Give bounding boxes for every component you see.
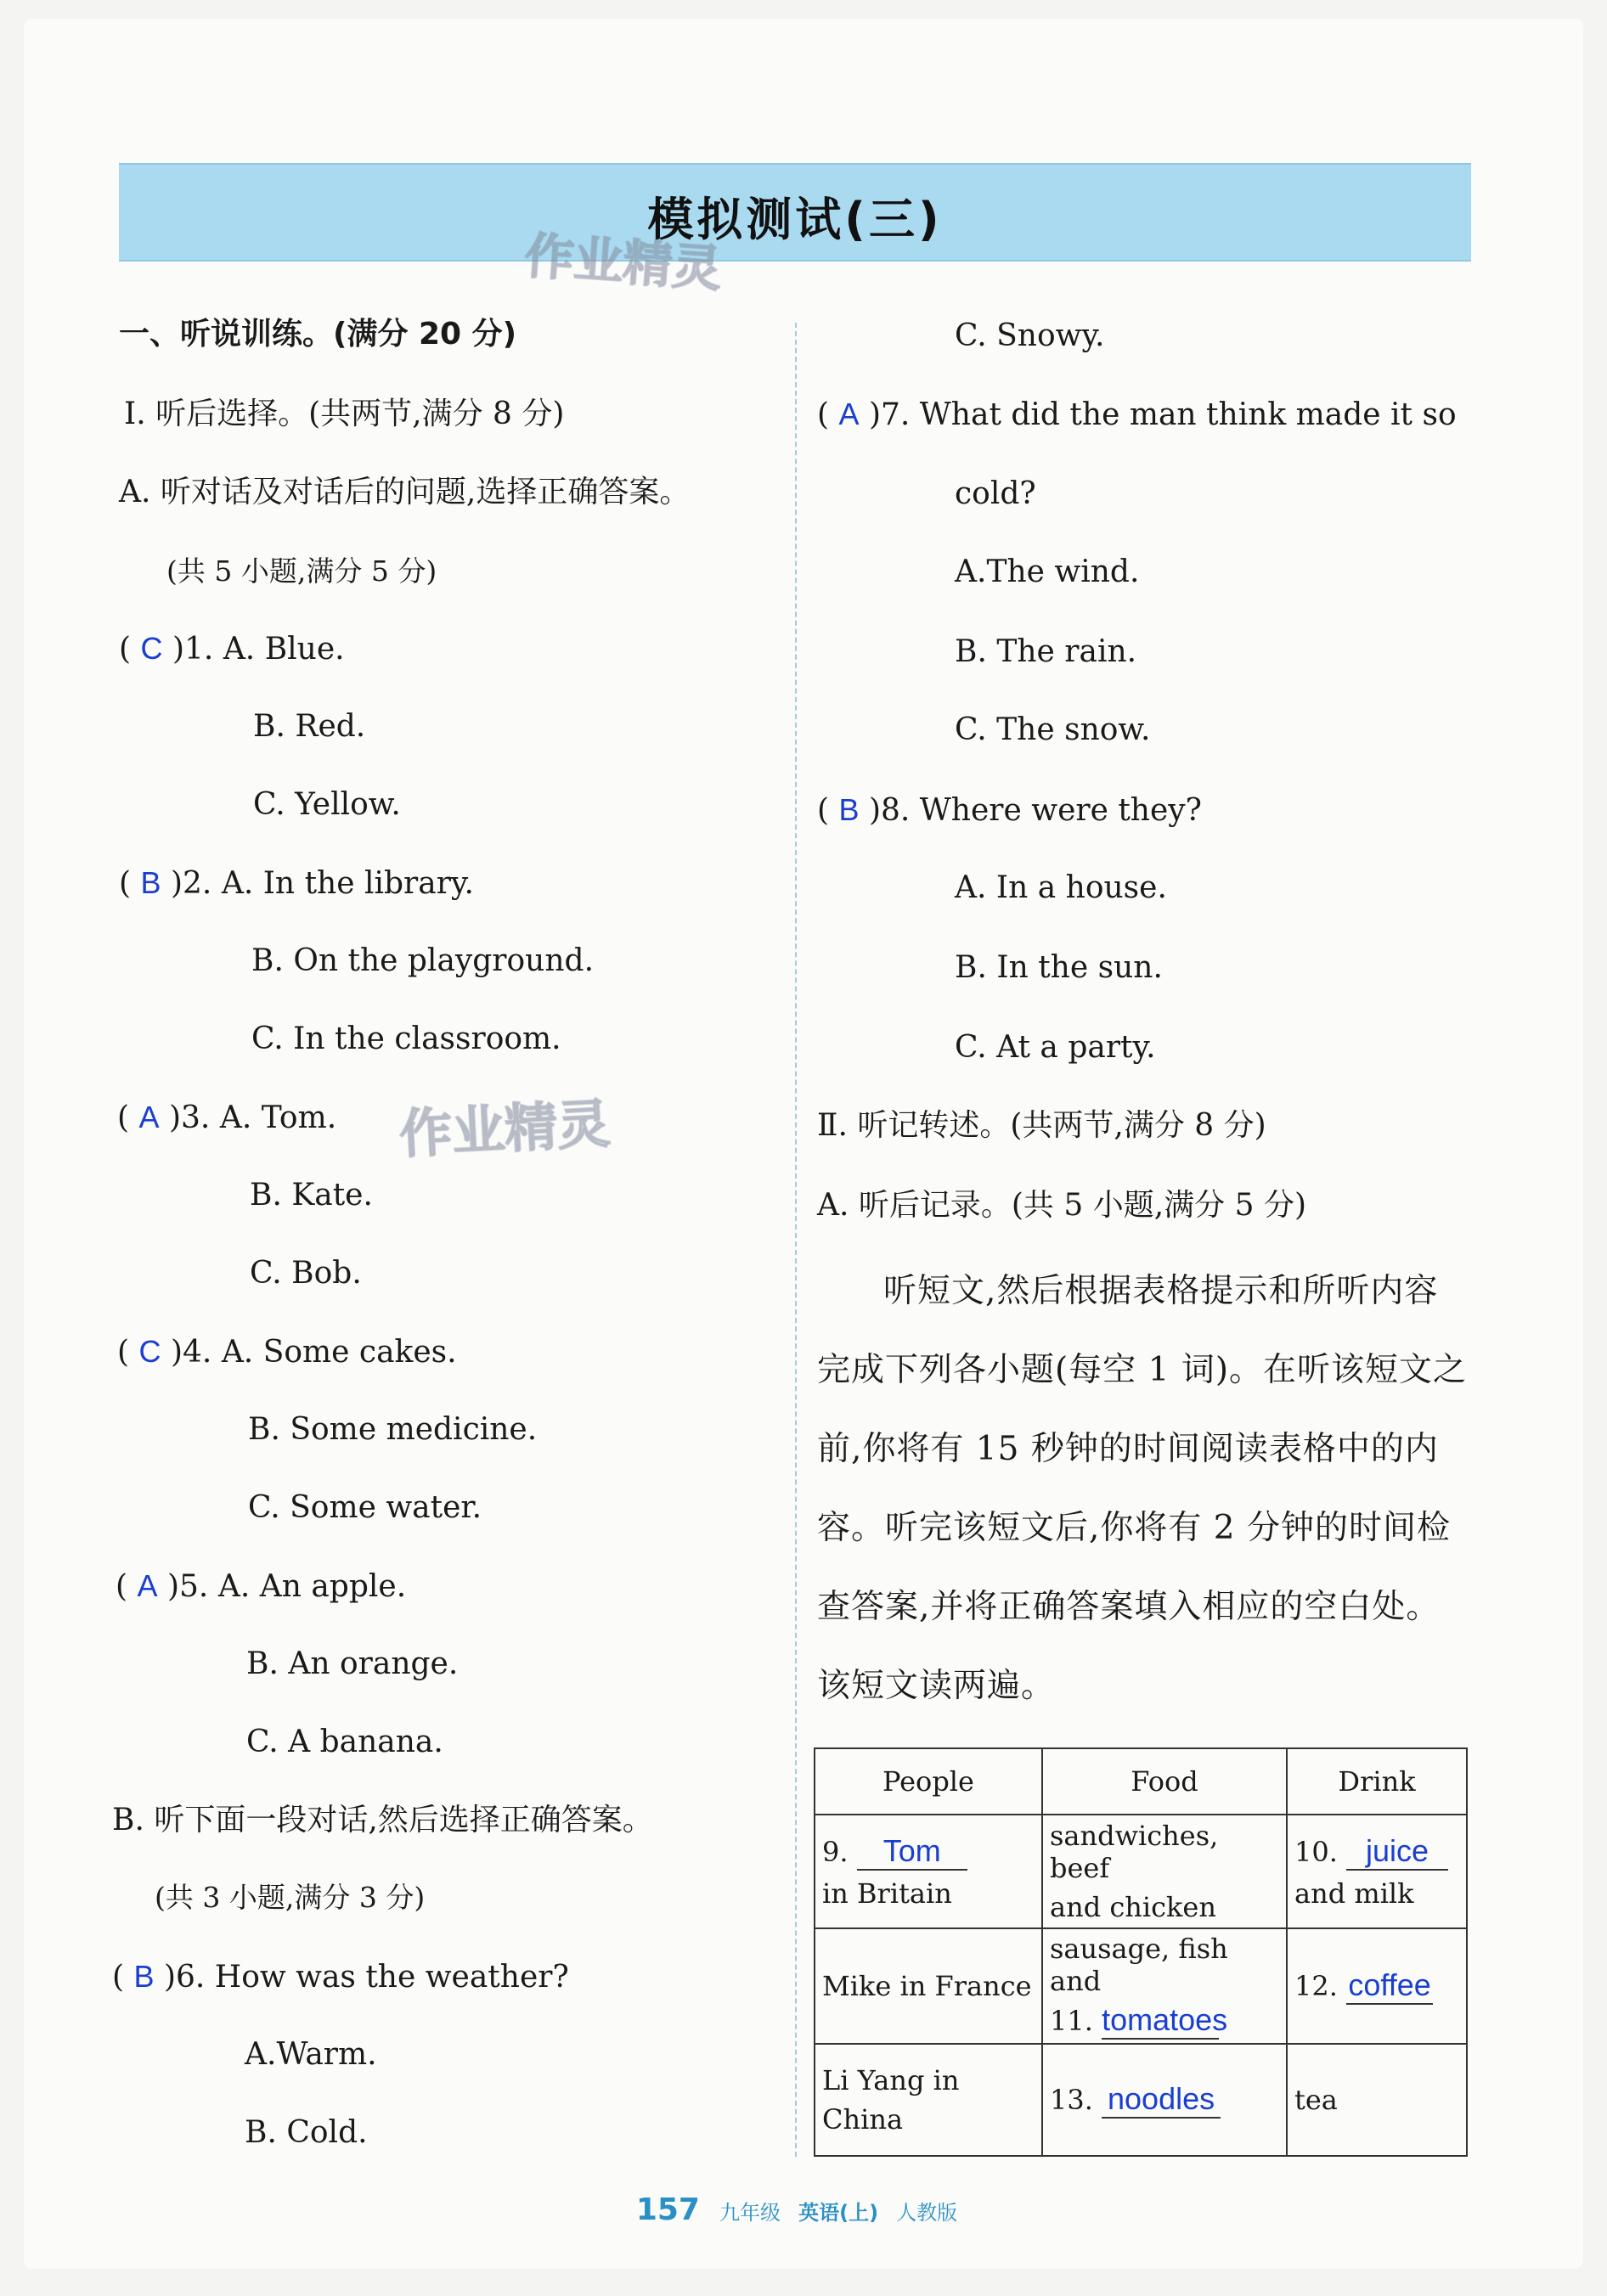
- q7-option-a: A.The wind.: [955, 554, 1140, 589]
- question-7: ( A )7. What did the man think made it so: [817, 397, 1457, 432]
- q1-option-c: C. Yellow.: [253, 787, 401, 822]
- blank-9: Tom: [857, 1833, 967, 1871]
- part-b-note: (共 3 小题,满分 3 分): [155, 1881, 426, 1914]
- part-a-note: (共 5 小题,满分 5 分): [166, 554, 437, 588]
- blank-13: noodles: [1102, 2081, 1221, 2119]
- answer-3: A: [138, 1100, 160, 1134]
- table-row: [815, 2044, 1467, 2156]
- q7-option-c: C. The snow.: [955, 712, 1151, 747]
- q6-option-b: B. Cold.: [245, 2115, 368, 2150]
- header-people: People: [815, 1748, 1042, 1815]
- question-5: ( A )5. A. An apple.: [116, 1568, 407, 1604]
- q7-option-b: B. The rain.: [955, 634, 1137, 669]
- cell-people-1: 9. Tom in Britain: [815, 1815, 1042, 1928]
- q2-option-c: C. In the classroom.: [251, 1021, 561, 1056]
- footer-subject: 英语(上): [798, 2201, 879, 2225]
- q4-option-c: C. Some water.: [248, 1490, 482, 1525]
- question-8: ( B )8. Where were they?: [817, 792, 1202, 828]
- part-2-heading: Ⅱ. 听记转述。(共两节,满分 8 分): [817, 1108, 1266, 1143]
- part-a-heading: A. 听对话及对话后的问题,选择正确答案。: [119, 475, 691, 509]
- blank-11: tomatoes: [1102, 2002, 1219, 2040]
- blank-12: coffee: [1346, 1967, 1433, 2005]
- answer-2: B: [140, 865, 161, 900]
- answer-1: C: [140, 631, 163, 666]
- cell-food-1: sandwiches, beef and chicken: [1042, 1815, 1287, 1928]
- cell-food-3: 13. noodles: [1042, 2044, 1287, 2156]
- q5-option-b: B. An orange.: [246, 1646, 459, 1681]
- header-food: Food: [1042, 1748, 1287, 1815]
- answer-table: [814, 1747, 1468, 2157]
- cell-people-2: Mike in France: [815, 1928, 1042, 2044]
- title-banner: [119, 163, 1471, 262]
- answer-6: B: [133, 1959, 155, 1994]
- watermark-middle: 作业精灵: [398, 1092, 612, 1166]
- q4-option-b: B. Some medicine.: [248, 1412, 538, 1447]
- table-row: [815, 1815, 1467, 1928]
- q5-option-c: C. A banana.: [246, 1725, 443, 1759]
- question-1: ( C )1. A. Blue.: [119, 631, 345, 667]
- q3-option-c: C. Bob.: [250, 1256, 362, 1291]
- table-header-row: [815, 1748, 1467, 1815]
- q2-option-b: B. On the playground.: [251, 943, 595, 978]
- cell-drink-1: 10. juice and milk: [1287, 1815, 1467, 1928]
- answer-4: C: [138, 1334, 161, 1369]
- watermark-top: 作业精灵: [522, 226, 724, 298]
- section-heading: 一、听说训练。(满分 20 分): [119, 317, 517, 352]
- question-2: ( B )2. A. In the library.: [119, 865, 474, 901]
- q1-option-b: B. Red.: [253, 709, 366, 744]
- instructions-paragraph: 听短文,然后根据表格提示和所听内容完成下列各小题(每空 1 词)。在听该短文之前,你将有 15 秒钟的时间阅读表格中的内容。听完该短文后,你将有 2 分钟的时间检查答案,并将正确答案填入相应的空白处。该短文读两遍。: [817, 1272, 1468, 1705]
- cell-drink-2: 12. coffee: [1287, 1928, 1467, 2044]
- question-7-cont: cold?: [955, 476, 1036, 511]
- q3-option-b: B. Kate.: [250, 1178, 373, 1213]
- q8-option-b: B. In the sun.: [955, 950, 1163, 985]
- cell-drink-3: tea: [1287, 2044, 1467, 2156]
- answer-8: B: [838, 792, 860, 827]
- question-6: ( B )6. How was the weather?: [112, 1959, 569, 1995]
- answer-7: A: [838, 397, 860, 431]
- q6-option-c: C. Snowy.: [955, 318, 1105, 353]
- part-b-heading: B. 听下面一段对话,然后选择正确答案。: [112, 1803, 653, 1837]
- q6-option-a: A.Warm.: [245, 2037, 377, 2072]
- cell-food-2: sausage, fish and 11. tomatoes: [1042, 1928, 1287, 2044]
- part-2a-heading: A. 听后记录。(共 5 小题,满分 5 分): [817, 1188, 1307, 1223]
- q8-option-c: C. At a party.: [955, 1030, 1156, 1065]
- answer-5: A: [137, 1568, 158, 1603]
- page-footer: [0, 2192, 1607, 2227]
- question-4: ( C )4. A. Some cakes.: [117, 1334, 457, 1370]
- column-divider: [795, 323, 797, 2157]
- page-number: 157: [635, 2192, 700, 2227]
- cell-people-3: Li Yang in China: [815, 2044, 1042, 2156]
- q8-option-a: A. In a house.: [955, 870, 1167, 905]
- blank-10: juice: [1346, 1833, 1448, 1871]
- part-1-heading: Ⅰ. 听后选择。(共两节,满分 8 分): [124, 397, 565, 431]
- footer-edition: 人教版: [896, 2201, 958, 2225]
- question-3: ( A )3. A. Tom.: [117, 1100, 337, 1135]
- header-drink: Drink: [1287, 1748, 1467, 1815]
- table-row: [815, 1928, 1467, 2044]
- page-title: 模拟测试(三): [647, 193, 943, 246]
- footer-grade: 九年级: [719, 2201, 781, 2225]
